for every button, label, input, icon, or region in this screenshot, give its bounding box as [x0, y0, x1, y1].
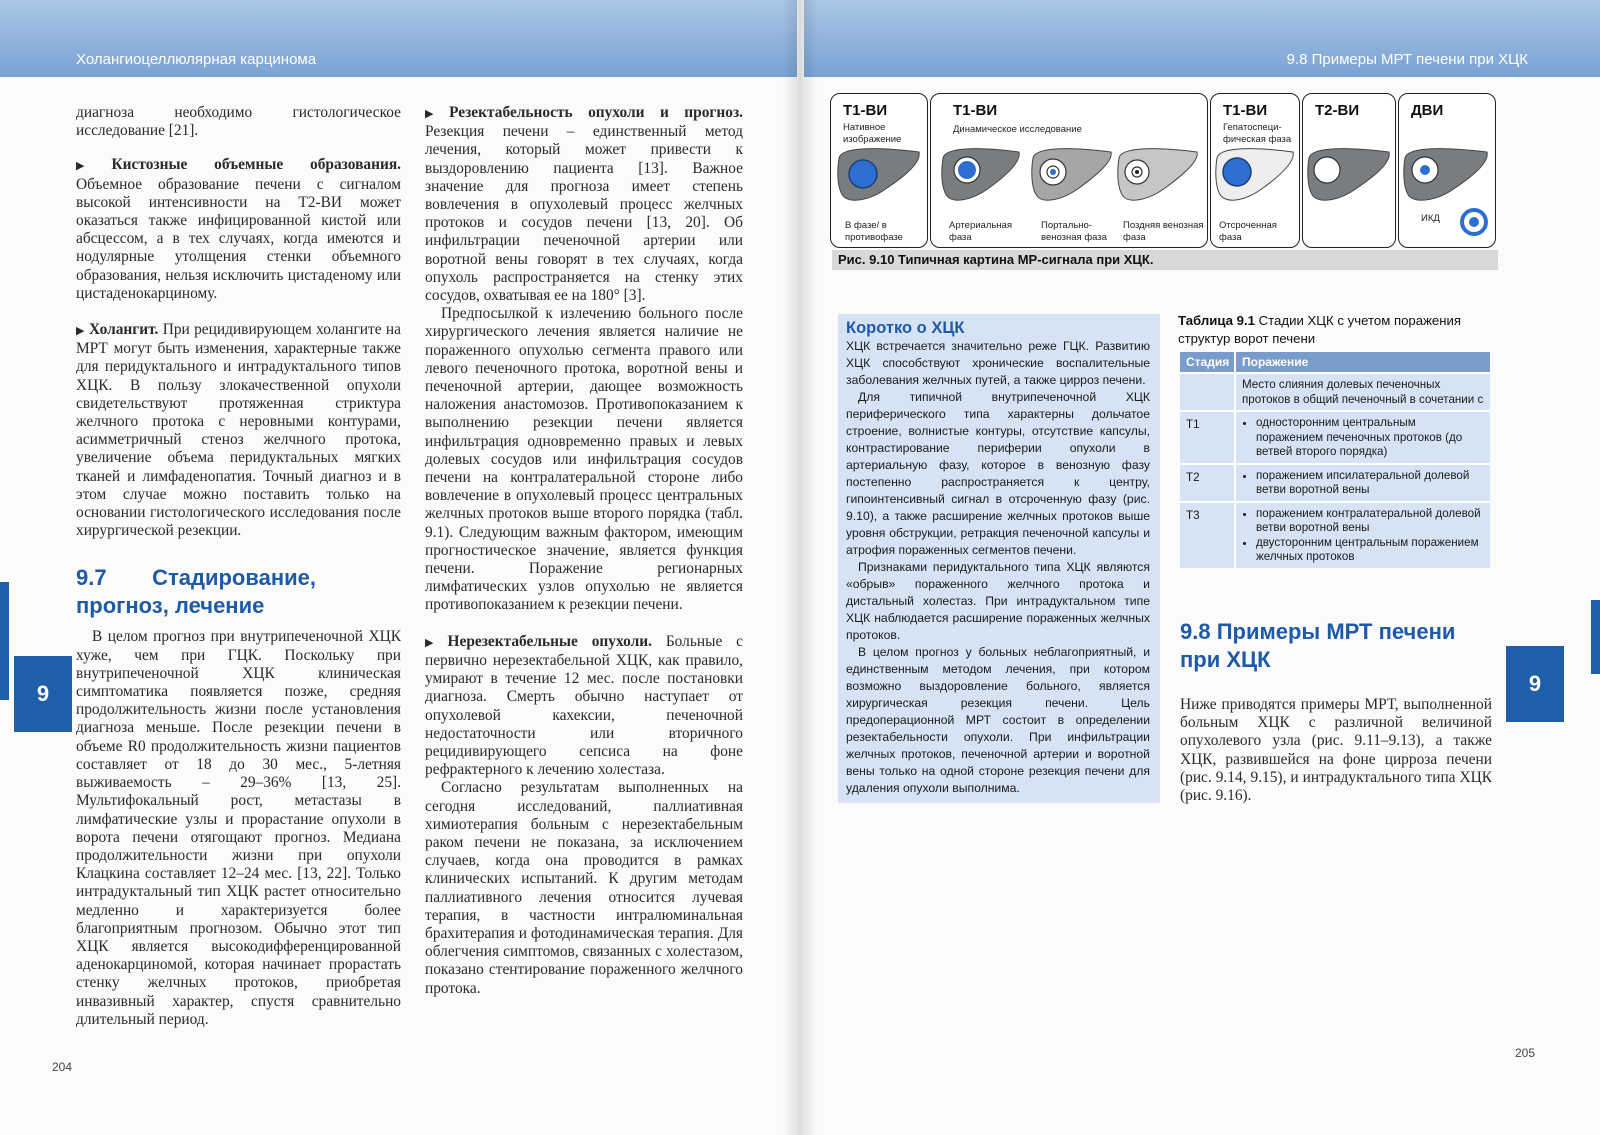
liver-illustration	[1303, 144, 1395, 212]
table-cell-stage: T2	[1186, 470, 1200, 484]
panel-title: Т1-ВИ	[953, 102, 998, 119]
paragraph-cystic	[76, 156, 401, 303]
table-row	[1180, 463, 1490, 501]
table-caption	[1178, 312, 1496, 348]
chapter-tab: 9	[14, 656, 72, 732]
table-cell	[1234, 412, 1490, 463]
panel-caption: Отсроченная фаза	[1219, 220, 1277, 243]
paragraph-resectability	[425, 104, 743, 305]
left-column-2	[425, 104, 743, 998]
figure-panel-hepatospecific	[1210, 93, 1300, 248]
panel-title: Т1-ВИ	[843, 102, 888, 119]
panel-caption: Поздняя венозная фаза	[1123, 220, 1204, 243]
chapter-tab: 9	[1506, 646, 1564, 722]
figure-panel-t2	[1302, 93, 1396, 248]
panel-subtitle: Гепатоспеци-фическая фаза	[1223, 122, 1292, 145]
section-heading-9-8: 9.8 Примеры МРТ печени при ХЦК	[1180, 619, 1456, 672]
panel-title: ДВИ	[1411, 102, 1444, 119]
table-cell-stage: T1	[1186, 418, 1200, 431]
tumor-marker	[849, 160, 877, 188]
list-item: • поражением контралатеральной долевой ветви воротной вены	[1256, 507, 1484, 536]
table-header	[1180, 352, 1490, 372]
table-cell-stage: T3	[1186, 508, 1200, 522]
page-number: 204	[52, 1060, 73, 1074]
paragraph-text: Объемное образование печени с сигналом высокой интенсивности на Т2-ВИ может оказаться также инфицированной кистой или абсцессом, а в тех случаях, когда имеются и нодулярные утолщения стенки объемного образования, нельзя исключить цистаденому или цистаденокарциному.	[76, 175, 401, 302]
box-paragraph: Для типичной внутрипеченочной ХЦК периферического типа характерны дольчатое строение, волнистые контуры, отсутствие капсулы, контрастирование периферии опухоли в артериальную фазу, которое в венозную фазу постепенно распространяется к центру, гипоинтенсивный сигнал в отсроченную фазу (рис. 9.10), а также расширение желчных протоков выше уровня обструкции, ретракция печеночной капсулы и атрофия пораженных сегментов печени.	[846, 390, 1150, 557]
table-cell	[1180, 374, 1234, 410]
figure-9-10	[830, 93, 1496, 248]
panel-title: Т1-ВИ	[1223, 102, 1268, 119]
run-in-heading: Холангит.	[88, 321, 159, 339]
adc-marker-icon	[1459, 207, 1489, 237]
run-in-heading: Резектабельность опухоли и прогноз.	[449, 104, 743, 121]
list-item: • поражением ипсилатеральной долевой ветви воротной вены	[1256, 469, 1484, 498]
table-caption-label: Таблица 9.1	[1178, 313, 1255, 328]
table-caption-text: Стадии ХЦК с учетом поражения структур ворот печени	[1178, 313, 1462, 346]
running-header-left	[0, 0, 797, 77]
figure-panel-dynamic	[930, 93, 1208, 248]
panel-subtitle: Динамическое исследование	[953, 124, 1082, 135]
table-cell	[1234, 503, 1490, 568]
paragraph-unresectable	[425, 633, 743, 780]
liver-illustration	[1399, 144, 1495, 212]
paragraph: В целом прогноз при внутрипеченочной ХЦК хуже, чем при ГЦК. Поскольку при внутрипеченочной ХЦК клиническая симптоматика появляется позже, средняя продолжительность жизни после установления диагноза меньше. После резекции печени в объеме R0 продолжительность жизни пациентов составляет от 18 до 30 мес., 5-летняя выживаемость – 29–36% [13, 25]. Мультифокальный рост, метастазы в лимфатические узлы и прорастание опухоли в ворота печени отягощают прогноз. Медиана продолжительности жизни при опухоли Клацкина составляет 12–24 мес. [13, 22]. Только интрадуктальный тип ХЦК растет относительно медленно и характеризуется более благоприятным прогнозом. Обычно этот тип ХЦК является высокодифференцированной аденокарциномой, которая начинает прорастать стенку желчных протоков, приобретая инвазивный характер, спустя сравнительно длительный период.	[76, 628, 401, 1028]
box-title: Коротко о ХЦК	[846, 319, 965, 337]
column-header: Стадия	[1186, 355, 1230, 369]
liver-illustrations	[931, 144, 1207, 212]
liver-illustration	[1211, 144, 1299, 212]
running-header-text: Холангиоцеллюлярная карцинома	[76, 51, 317, 68]
running-header-text: 9.8 Примеры МРТ печени при ХЦК	[1286, 51, 1528, 68]
figure-panel-dwi	[1398, 93, 1496, 248]
triangle-bullet-icon: ▶	[425, 636, 444, 649]
table-row	[1180, 410, 1490, 463]
table-row	[1180, 501, 1490, 568]
list-item: • односторонним центральным поражением печеночных протоков (до ветвей второго порядка)	[1256, 416, 1484, 460]
paragraph: Предпосылкой к излечению больного после хирургического лечения является наличие не пораженного опухолью сегмента правого или левого печеночного протока, воротной вены и печеночной артерии, дающее возможность наложения анастомозов. Противопоказанием к выполнению резекции печени является инфильтрация одновременно правых и левых долевых сосудов или инфильтрация сосудов печени на контралатеральной стороне либо вовлечение в опухолевый процесс центральных желчных протоков выше второго порядка (табл. 9.1). Следующим важным фактором, имеющим прогностическое значение, является функция печени. Поражение регионарных лимфатических узлов опухолью не является противопоказанием к резекции печени.	[425, 305, 743, 614]
panel-caption: Портально-венозная фаза	[1041, 220, 1107, 243]
list-item: • двусторонним центральным поражением желчных протоков	[1256, 536, 1484, 565]
thumb-edge-mark	[0, 582, 9, 700]
run-in-heading: Кистозные объемные образования.	[111, 156, 401, 174]
figure-panel-native	[830, 93, 928, 248]
running-header-right	[804, 0, 1600, 77]
panel-subtitle: Нативное изображение	[843, 122, 902, 145]
book-gutter	[782, 0, 818, 1135]
triangle-bullet-icon: ▶	[76, 325, 85, 338]
box-paragraph: ХЦК встречается значительно реже ГЦК. Развитию ХЦК способствуют хронические воспалительные заболевания желчных путей, а также цирроз печени.	[846, 339, 1150, 387]
liver-illustration	[831, 144, 927, 212]
column-header: Поражение	[1234, 352, 1490, 372]
paragraph: Согласно результатам выполненных на сегодня исследований, паллиативная химиотерапия больным с нерезектабельным раком печени не показана, за исключением случаев, когда она проводится в рамках клинических испытаний. К другим методам паллиативного лечения относится лучевая терапия, в частности интралюминальная брахитерапия и фотодинамическая терапия. Для облегчения симптомов, связанных с холестазом, показано стентирование пораженного желчного протока.	[425, 779, 743, 997]
box-paragraph: В целом прогноз у больных неблагоприятный, и единственным методом лечения, при котором возможно выздоровление больного, является хирургическая резекция печени. Цель предоперационной МРТ состоит в определении резектабельности опухоли. При инфильтрации желчных протоков, печеночной артерии и воротной вены только на одной стороне резекция печени для удаления опухоли выполнима.	[846, 645, 1150, 795]
paragraph-text: При рецидивирующем холангите на МРТ могут быть изменения, характерные также для перидуктального и интрадуктального типов ХЦК. В пользу злокачественной опухоли свидетельствуют протяженная стриктура желчного протока с неровными контурами, асимметричный стеноз желчного протока, увеличение объема перидуктальных мягких тканей и лимфаденопатия. Точный диагноз и в этом случае можно поставить только на основании гистологического исследования после хирургической резекции.	[76, 321, 401, 540]
paragraph-text: Резекция печени – единственный метод лечения, который может привести к выздоровлению пациента [13]. Важное значение для прогноза имеет степень вовлечения в опухолевый процесс желчных протоков и сосудов печени [13, 20]. Об инфильтрации печеночной артерии или воротной вены говорят в тех случаях, когда опухоль распространяется на стенку этих сосудов, охватывая ее на 180° [3].	[425, 123, 743, 305]
left-column-1	[76, 104, 401, 1029]
panel-caption: ИКД	[1421, 213, 1440, 224]
paragraph-cholangitis	[76, 321, 401, 540]
figure-caption: Рис. 9.10 Типичная картина МР-сигнала при ХЦК.	[832, 250, 1498, 270]
table-row	[1180, 372, 1490, 410]
table-9-1	[1180, 352, 1490, 568]
triangle-bullet-icon: ▶	[76, 160, 108, 173]
table-cell	[1234, 465, 1490, 501]
run-in-heading: Нерезектабельные опухоли.	[447, 632, 652, 650]
box-paragraph: Признаками перидуктального типа ХЦК являются «обрыв» пораженного желчного протока и дистальный холестаз. При интрадуктальном типе ХЦК наблюдается расширение пораженных желчных протоков.	[846, 560, 1150, 642]
summary-box	[838, 314, 1160, 803]
section-heading-9-7: 9.7 Стадирование, прогноз, лечение	[76, 565, 316, 619]
panel-caption: В фазе/ в противофазе	[845, 220, 903, 243]
panel-title: Т2-ВИ	[1315, 102, 1360, 119]
triangle-bullet-icon: ▶	[425, 108, 446, 120]
paragraph: диагноза необходимо гистологическое исследование [21].	[76, 104, 401, 140]
thumb-edge-mark	[1591, 600, 1600, 674]
paragraph: Ниже приводятся примеры МРТ, выполненной больным ХЦК с различной величиной опухолевого узла (рис. 9.11–9.13), а также ХЦК, развившейся на фоне цирроза печени (рис. 9.14, 9.15), и интрадуктального типа ХЦК (рис. 9.16).	[1180, 696, 1492, 805]
table-cell: Место слияния долевых печеночных протоков в общий печеночный в сочетании с	[1234, 374, 1490, 410]
panel-caption: Артериальная фаза	[949, 220, 1012, 243]
paragraph-text: Больные с первично нерезектабельной ХЦК, как правило, умирают в течение 12 мес. после постановки диагноза. Смерть обычно наступает от опухолевой кахексии, печеночной недостаточности или вторичного рецидивирующего сепсиса на фоне рефрактерного к лечению холестаза.	[425, 632, 744, 779]
page-number: 205	[1515, 1046, 1536, 1060]
